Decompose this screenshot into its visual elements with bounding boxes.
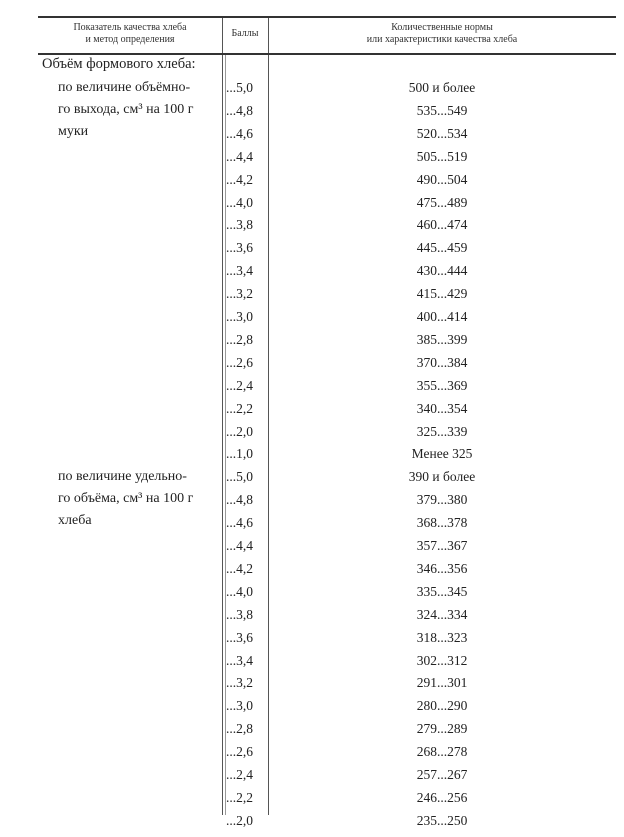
section-label-line: муки xyxy=(58,124,89,139)
header-score: Баллы xyxy=(231,28,259,39)
section-label-line: го выхода, см³ на 100 г xyxy=(58,102,194,117)
table-header xyxy=(38,18,616,52)
table-row xyxy=(38,192,616,214)
table-row xyxy=(38,810,616,832)
header-indicator-line2: и метод определения xyxy=(85,34,175,45)
section-label-line: го объёма, см³ на 100 г xyxy=(58,491,194,507)
table-row xyxy=(38,237,616,259)
norm-cell: 505...519 xyxy=(416,148,468,164)
score-cell: ...3,2 xyxy=(226,286,253,302)
table-row xyxy=(38,146,616,168)
table-row xyxy=(38,741,616,763)
table-row xyxy=(38,581,616,603)
table-row xyxy=(38,421,616,443)
norm-cell: 535...549 xyxy=(416,102,468,118)
norm-cell: 460...474 xyxy=(416,217,468,233)
score-cell: ...4,4 xyxy=(226,148,253,164)
table-row xyxy=(38,764,616,786)
score-cell: ...2,8 xyxy=(226,331,253,347)
table-row xyxy=(38,650,616,672)
section-label-line: хлеба xyxy=(58,513,92,529)
norm-cell: 291...301 xyxy=(416,675,468,691)
table-row xyxy=(38,604,616,626)
table-row xyxy=(38,283,616,305)
header-indicator-line1: Показатель качества хлеба xyxy=(73,22,187,33)
score-cell: ...2,6 xyxy=(226,744,253,760)
table-row xyxy=(38,123,616,145)
header-norms-line1: Количественные нормы xyxy=(391,22,493,33)
score-cell: ...4,2 xyxy=(226,560,253,576)
norm-cell: Менее 325 xyxy=(411,446,473,462)
norm-cell: 279...289 xyxy=(416,721,468,737)
norm-cell: 346...356 xyxy=(416,560,468,576)
group-title: Объём формового хлеба: xyxy=(42,56,196,72)
section-label-line: по величине объёмно- xyxy=(58,80,191,95)
section-label-line: по величине удельно- xyxy=(58,469,187,485)
header-rule xyxy=(38,53,616,55)
score-cell: ...4,6 xyxy=(226,515,253,531)
table-row xyxy=(38,329,616,351)
norm-cell: 430...444 xyxy=(416,263,468,279)
score-cell: ...4,2 xyxy=(226,171,253,187)
norm-cell: 500 и более xyxy=(408,80,476,95)
score-cell: ...4,8 xyxy=(226,492,253,508)
score-cell: ...3,6 xyxy=(226,629,253,645)
score-cell: ...3,2 xyxy=(226,675,253,691)
table-row xyxy=(38,466,616,488)
score-cell: ...2,0 xyxy=(226,423,253,439)
score-cell: ...5,0 xyxy=(226,469,253,485)
norm-cell: 490...504 xyxy=(416,171,468,187)
table-row xyxy=(38,672,616,694)
score-cell: ...2,0 xyxy=(226,812,253,828)
norm-cell: 246...256 xyxy=(416,789,468,805)
norm-cell: 400...414 xyxy=(416,309,468,324)
table-row xyxy=(38,535,616,557)
norm-cell: 235...250 xyxy=(416,812,468,828)
norm-cell: 280...290 xyxy=(416,698,468,714)
norm-cell: 390 и более xyxy=(408,469,476,485)
table-row xyxy=(38,169,616,191)
table-row xyxy=(38,306,616,328)
table-row xyxy=(38,443,616,465)
table-row xyxy=(38,489,616,511)
header-divider-1 xyxy=(222,18,223,53)
score-cell: ...4,8 xyxy=(226,102,253,118)
norm-cell: 257...267 xyxy=(416,767,468,782)
table-row xyxy=(38,77,616,99)
norm-cell: 379...380 xyxy=(416,492,468,508)
score-cell: ...2,4 xyxy=(226,377,253,393)
table-row xyxy=(38,100,616,122)
norm-cell: 370...384 xyxy=(416,354,468,370)
score-cell: ...2,4 xyxy=(226,767,253,782)
score-cell: ...3,6 xyxy=(226,240,253,256)
norm-cell: 368...378 xyxy=(416,515,468,531)
norm-cell: 268...278 xyxy=(416,744,468,760)
score-cell: ...2,2 xyxy=(226,789,253,805)
score-cell: ...2,8 xyxy=(226,721,253,737)
score-cell: ...4,0 xyxy=(226,194,253,210)
norm-cell: 324...334 xyxy=(416,606,468,622)
score-cell: ...3,0 xyxy=(226,698,253,714)
table-row xyxy=(38,787,616,809)
table-row xyxy=(38,718,616,740)
table-row xyxy=(38,627,616,649)
norm-cell: 325...339 xyxy=(416,423,468,439)
norm-cell: 520...534 xyxy=(416,125,468,141)
norm-cell: 385...399 xyxy=(416,331,468,347)
norm-cell: 415...429 xyxy=(416,286,468,302)
score-cell: ...4,4 xyxy=(226,538,253,553)
table-row xyxy=(38,695,616,717)
score-cell: ...4,6 xyxy=(226,125,253,141)
table-row xyxy=(38,398,616,420)
norm-cell: 475...489 xyxy=(416,194,468,210)
norm-cell: 445...459 xyxy=(416,240,468,256)
norm-cell: 302...312 xyxy=(416,652,468,668)
norm-cell: 340...354 xyxy=(416,400,468,416)
norm-cell: 357...367 xyxy=(416,538,468,553)
table-row xyxy=(38,558,616,580)
score-cell: ...3,0 xyxy=(226,309,253,324)
score-cell: ...1,0 xyxy=(226,446,253,462)
score-cell: ...3,4 xyxy=(226,263,253,279)
score-cell: ...3,4 xyxy=(226,652,253,668)
score-cell: ...3,8 xyxy=(226,217,253,233)
header-divider-2 xyxy=(268,18,269,53)
score-cell: ...2,2 xyxy=(226,400,253,416)
header-indicator xyxy=(38,22,222,46)
norm-cell: 318...323 xyxy=(416,629,468,645)
score-cell: ...2,6 xyxy=(226,354,253,370)
table-row xyxy=(38,512,616,534)
table-row xyxy=(38,375,616,397)
norm-cell: 355...369 xyxy=(416,377,468,393)
score-cell: ...5,0 xyxy=(226,80,253,95)
table-row xyxy=(38,260,616,282)
score-cell: ...3,8 xyxy=(226,606,253,622)
norm-cell: 335...345 xyxy=(416,583,468,599)
table-row xyxy=(38,214,616,236)
score-cell: ...4,0 xyxy=(226,583,253,599)
header-norms xyxy=(268,22,616,46)
header-norms-line2: или характеристики качества хлеба xyxy=(366,34,518,45)
table-row xyxy=(38,352,616,374)
